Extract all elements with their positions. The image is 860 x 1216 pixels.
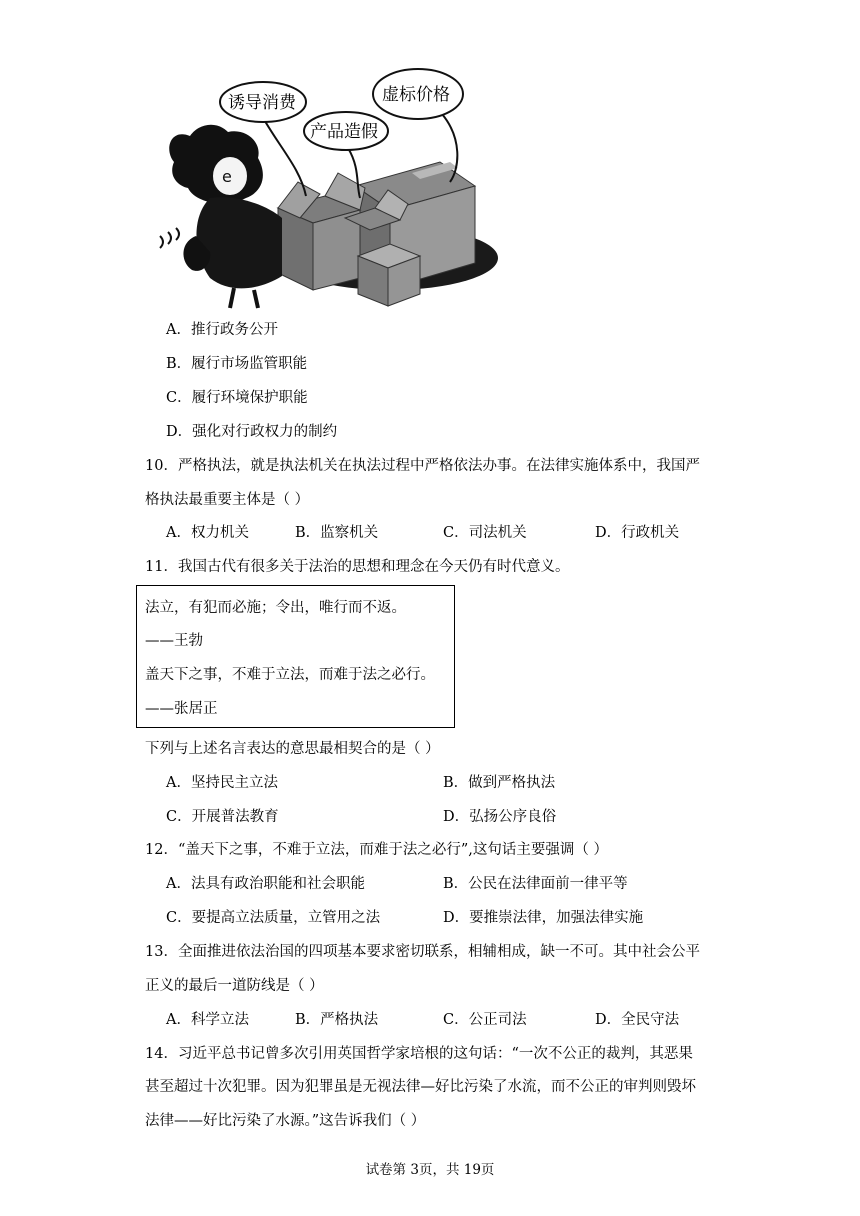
q13-stem-line2: 正义的最后一道防线是（ ）	[145, 978, 324, 994]
bubble-fake-products: 产品造假	[310, 122, 378, 142]
q11-quote-author2: ——张居正	[145, 701, 218, 717]
q11-option-d: D．弘扬公序良俗	[443, 809, 557, 825]
q13-option-b: B．严格执法	[295, 1012, 379, 1028]
q10-option-d: D．行政机关	[595, 525, 680, 541]
q11-quote-line2: 盖天下之事，不难于立法，而难于法之必行。	[145, 667, 435, 683]
q9-option-c: C．履行环境保护职能	[166, 390, 308, 406]
q9-option-b: B．履行市场监管职能	[166, 356, 308, 372]
q11-option-b: B．做到严格执法	[443, 775, 556, 791]
q10-option-b: B．监察机关	[295, 525, 379, 541]
q13-option-d: D．全民守法	[595, 1012, 680, 1028]
q10-stem-line1: 10．严格执法，就是执法机关在执法过程中严格依法办事。在法律实施体系中，我国严	[145, 458, 700, 474]
bubble-induced-consumption: 诱导消费	[228, 93, 296, 113]
q10-option-c: C．司法机关	[443, 525, 527, 541]
q12-option-b: B．公民在法律面前一律平等	[443, 876, 628, 892]
q14-stem-line2: 甚至超过十次犯罪。因为犯罪虽是无视法律—好比污染了水流，而不公正的审判则毁坏	[145, 1079, 696, 1095]
q13-stem-line1: 13．全面推进依法治国的四项基本要求密切联系，相辅相成，缺一不可。其中社会公平	[145, 944, 700, 960]
q13-option-a: A．科学立法	[166, 1012, 249, 1028]
q9-option-d: D．强化对行政权力的制约	[166, 424, 338, 440]
consumer-fraud-illustration	[150, 58, 500, 310]
q13-option-c: C．公正司法	[443, 1012, 527, 1028]
q10-option-a: A．权力机关	[166, 525, 249, 541]
q14-stem-line1: 14．习近平总书记曾多次引用英国哲学家培根的这句话：“一次不公正的裁判，其恶果	[145, 1046, 693, 1062]
q14-stem-line3: 法律——好比污染了水源。”这告诉我们（ ）	[145, 1113, 426, 1129]
q11-stem: 11．我国古代有很多关于法治的思想和理念在今天仍有时代意义。	[145, 559, 570, 575]
q11-option-a: A．坚持民主立法	[166, 775, 278, 791]
q10-stem-line2: 格执法最重要主体是（ ）	[145, 492, 310, 508]
q11-question: 下列与上述名言表达的意思最相契合的是（ ）	[145, 741, 440, 757]
q11-quote-author1: ——王勃	[145, 633, 203, 649]
svg-text:e: e	[222, 167, 232, 186]
page-footer: 试卷第 3页，共 19页	[365, 1162, 495, 1178]
q9-option-a: A．推行政务公开	[166, 322, 278, 338]
q12-option-c: C．要提高立法质量，立管用之法	[166, 910, 381, 926]
q11-option-c: C．开展普法教育	[166, 809, 279, 825]
q11-quote-line1: 法立，有犯而必施；令出，唯行而不返。	[145, 600, 406, 616]
q12-option-a: A．法具有政治职能和社会职能	[166, 876, 365, 892]
q12-stem: 12．“盖天下之事，不难于立法，而难于法之必行”,这句话主要强调（ ）	[145, 842, 608, 858]
bubble-false-pricing: 虚标价格	[382, 85, 450, 105]
q12-option-d: D．要推崇法律，加强法律实施	[443, 910, 644, 926]
